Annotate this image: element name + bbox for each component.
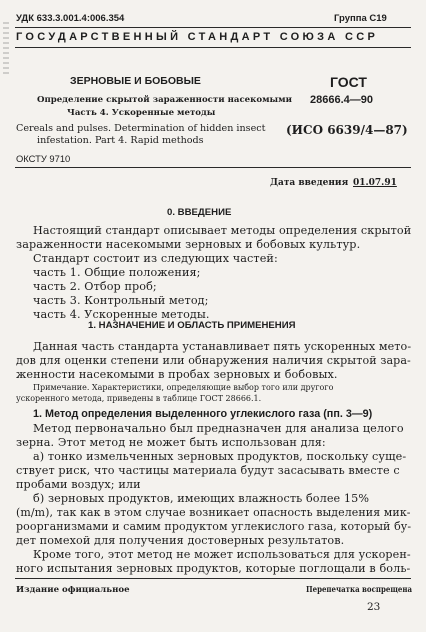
footer-reprint-notice: Перепечатка воспрещена	[306, 585, 413, 595]
section1-heading: 1. НАЗНАЧЕНИЕ И ОБЛАСТЬ ПРИМЕНЕНИЯ	[88, 320, 296, 331]
method1-line: Метод первоначально был предназначен для анализа целого	[33, 422, 404, 435]
subtitle: Определение скрытой зараженности насекомыми	[37, 95, 293, 105]
method1-line: Кроме того, этот метод не может использоваться для ускорен-	[33, 548, 411, 561]
title-rule	[15, 167, 411, 168]
udc-code: УДК 633.3.001.4:006.354	[16, 13, 125, 24]
section0-heading: 0. ВВЕДЕНИЕ	[167, 207, 232, 218]
section0-line: Стандарт состоит из следующих частей:	[33, 252, 278, 265]
footer-official-edition: Издание официальное	[16, 585, 130, 595]
section0-line: зараженности насекомыми зерновых и бобовых культур.	[16, 238, 361, 251]
method1-line: а) тонко измельченных зерновых продуктов, поскольку суще-	[33, 450, 407, 463]
gost-label: ГОСТ	[330, 74, 367, 90]
method1-line: пробами воздух; или	[16, 478, 141, 491]
method1-line: б) зерновых продуктов, имеющих влажность более 15%	[33, 492, 370, 505]
header-rule-top	[15, 27, 411, 28]
intro-date-label: Дата введения	[270, 178, 349, 188]
header-rule-bottom	[15, 47, 411, 48]
iso-number: (ИСО 6639/4—87)	[286, 123, 408, 137]
page-number: 23	[367, 601, 381, 613]
method1-line: ствует риск, что частицы материала будут засасывать вместе с	[16, 464, 400, 477]
section0-line: часть 4. Ускоренные методы.	[33, 308, 210, 321]
english-title-line2: infestation. Part 4. Rapid methods	[37, 135, 204, 146]
footer-rule	[15, 578, 411, 579]
group-code: Группа С19	[334, 13, 387, 24]
method1-line: дет помехой для получения достоверных результатов.	[16, 534, 345, 547]
section0-line: Настоящий стандарт описывает методы определения скрытой	[33, 224, 412, 237]
margin-scan-mark	[3, 22, 9, 74]
section1-line: женности насекомыми в пробах зерновых и бобовых.	[16, 368, 338, 381]
section1-line: Данная часть стандарта устанавливает пять ускоренных мето-	[33, 340, 412, 353]
method1-line: зерна. Этот метод не может быть использован для:	[16, 436, 326, 449]
english-title-line1: Cereals and pulses. Determination of hidden insect	[16, 123, 266, 134]
method1-line: роорганизмами и самим продуктом углекислого газа, который бу-	[16, 520, 412, 533]
section0-line: часть 3. Контрольный метод;	[33, 294, 209, 307]
section0-line: часть 2. Отбор проб;	[33, 280, 157, 293]
method1-line: ного испытания зерновых продуктов, которые поглощали в боль-	[16, 562, 411, 575]
part-title: Часть 4. Ускоренные методы	[67, 108, 216, 118]
intro-date-value: 01.07.91	[353, 178, 397, 188]
method1-heading: 1. Метод определения выделенного углекислого газа (пп. 3—9)	[33, 408, 373, 420]
okstu-code: ОКСТУ 9710	[16, 153, 71, 164]
section0-line: часть 1. Общие положения;	[33, 266, 201, 279]
standard-title: ГОСУДАРСТВЕННЫЙ СТАНДАРТ СОЮЗА ССР	[16, 31, 379, 43]
section1-note: ускоренного метода, приведены в таблице ГОСТ 28666.1.	[16, 394, 262, 403]
section1-line: дов для оценки степени или обнаружения наличия скрытой зара-	[16, 354, 411, 367]
section1-note: Примечание. Характеристики, определяющие выбор того или другого	[33, 383, 334, 392]
method1-line: (m/m), так как в этом случае возникает опасность выделения мик-	[16, 506, 411, 519]
gost-number: 28666.4—90	[310, 94, 373, 106]
main-title: ЗЕРНОВЫЕ И БОБОВЫЕ	[70, 75, 201, 87]
